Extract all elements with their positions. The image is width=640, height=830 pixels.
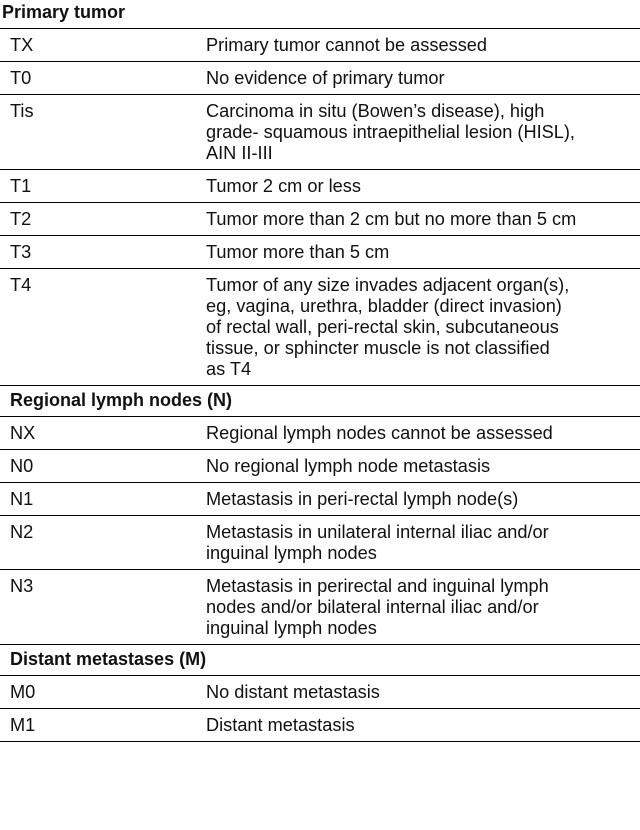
stage-description: Carcinoma in situ (Bowen’s disease), high grade- squamous intraepithelial lesion (HISL), AIN II-III	[196, 95, 640, 170]
section-header-regional-lymph-nodes	[0, 386, 640, 417]
table-row	[0, 203, 640, 236]
stage-description: Metastasis in peri-rectal lymph node(s)	[196, 483, 640, 516]
stage-description: Tumor more than 5 cm	[196, 236, 640, 269]
stage-description: Primary tumor cannot be assessed	[196, 29, 640, 62]
stage-description: Distant metastasis	[196, 709, 640, 742]
table-row	[0, 709, 640, 742]
stage-description: Regional lymph nodes cannot be assessed	[196, 417, 640, 450]
table-row	[0, 170, 640, 203]
stage-description: No evidence of primary tumor	[196, 62, 640, 95]
stage-description: Metastasis in unilateral internal iliac and/or inguinal lymph nodes	[196, 516, 640, 570]
stage-code: N0	[0, 450, 196, 483]
stage-description: No regional lymph node metastasis	[196, 450, 640, 483]
table-row	[0, 95, 640, 170]
stage-description: No distant metastasis	[196, 676, 640, 709]
table-row	[0, 269, 640, 386]
stage-code: M0	[0, 676, 196, 709]
section-title: Distant metastases (M)	[0, 645, 640, 676]
section-title: Primary tumor	[0, 0, 640, 29]
stage-description: Tumor more than 2 cm but no more than 5 cm	[196, 203, 640, 236]
stage-code: N1	[0, 483, 196, 516]
stage-code: Tis	[0, 95, 196, 170]
stage-code: T0	[0, 62, 196, 95]
table-row	[0, 236, 640, 269]
stage-description: Tumor of any size invades adjacent organ(s), eg, vagina, urethra, bladder (direct invasion) of rectal wall, peri-rectal skin, subcutaneous tissue, or sphincter muscle is not classified as T4	[196, 269, 640, 386]
table-row	[0, 516, 640, 570]
stage-description: Metastasis in perirectal and inguinal lymph nodes and/or bilateral internal iliac and/or inguinal lymph nodes	[196, 570, 640, 645]
stage-code: NX	[0, 417, 196, 450]
stage-code: TX	[0, 29, 196, 62]
table-row	[0, 483, 640, 516]
stage-code: N2	[0, 516, 196, 570]
section-header-distant-metastases	[0, 645, 640, 676]
stage-code: T1	[0, 170, 196, 203]
stage-code: T3	[0, 236, 196, 269]
stage-code: T4	[0, 269, 196, 386]
table-row	[0, 29, 640, 62]
table-row	[0, 62, 640, 95]
section-header-primary-tumor	[0, 0, 640, 29]
stage-code: M1	[0, 709, 196, 742]
table-row	[0, 676, 640, 709]
stage-description: Tumor 2 cm or less	[196, 170, 640, 203]
stage-code: T2	[0, 203, 196, 236]
stage-code: N3	[0, 570, 196, 645]
section-title: Regional lymph nodes (N)	[0, 386, 640, 417]
table-row	[0, 570, 640, 645]
table-row	[0, 417, 640, 450]
table-row	[0, 450, 640, 483]
